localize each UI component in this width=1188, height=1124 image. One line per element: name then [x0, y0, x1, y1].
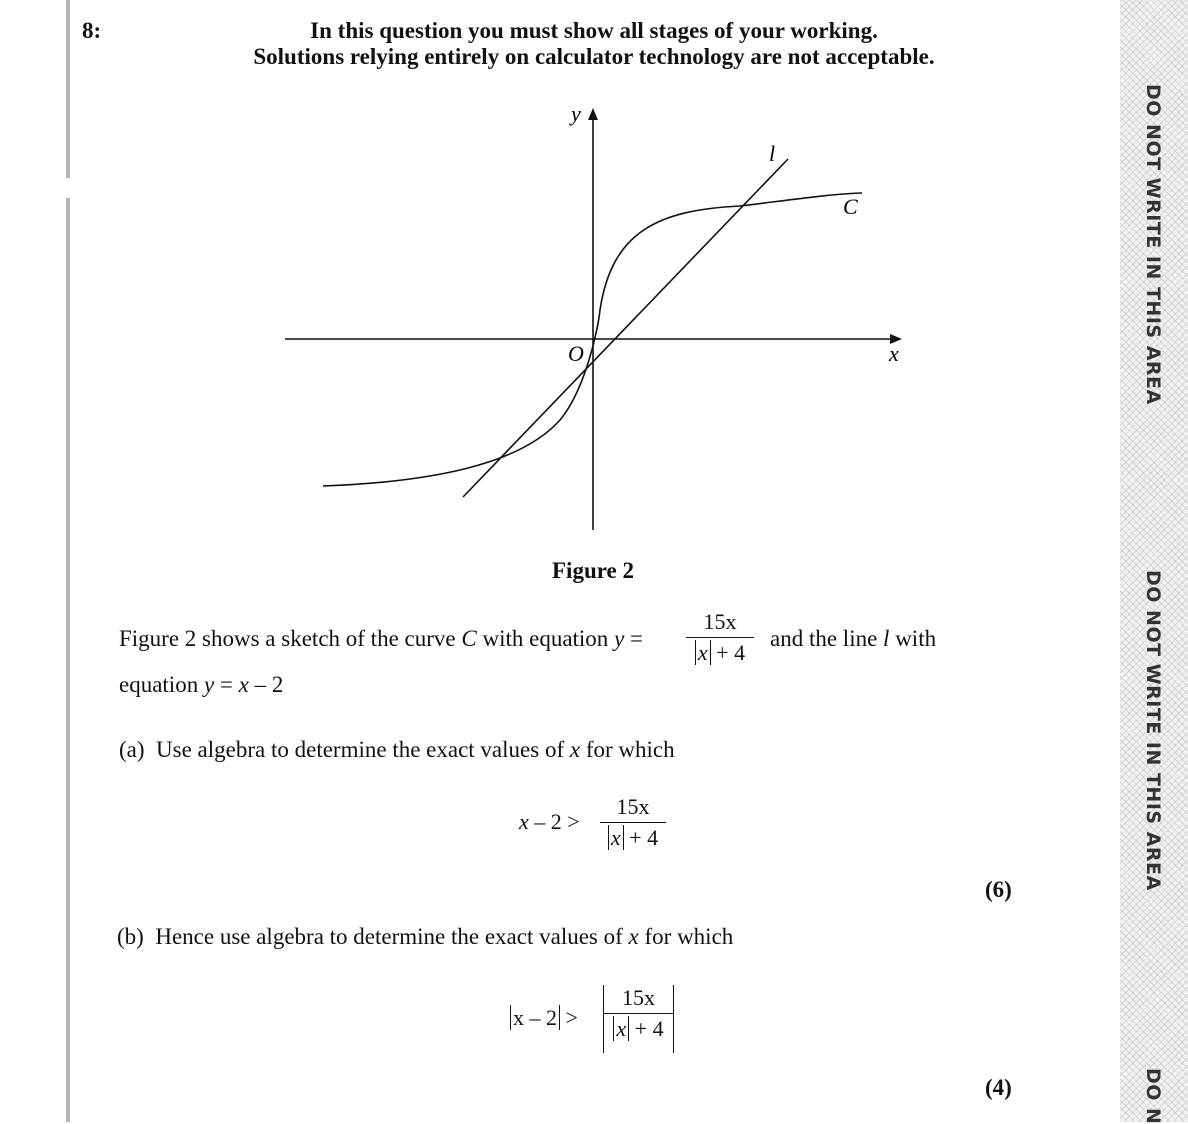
margin-notice-3: DO N	[1142, 1068, 1164, 1124]
part-a-var: x	[569, 737, 581, 762]
intro2-text: equation	[119, 672, 204, 697]
intro-text-4: with	[889, 626, 937, 651]
intro-text-3: and the line	[770, 626, 884, 651]
part-a-label: (a)	[119, 737, 145, 762]
part-a-fraction-denominator	[600, 823, 666, 851]
intro2-rest: – 2	[248, 672, 284, 697]
part-b-fraction	[604, 985, 673, 1042]
intro-line-1	[119, 626, 643, 652]
part-b-fraction-denominator	[604, 1014, 673, 1042]
intro2-x: x	[238, 672, 249, 697]
instruction-line-2: Solutions relying entirely on calculator technology are not acceptable.	[253, 44, 935, 69]
do-not-write-margin	[1120, 0, 1188, 1122]
intro-line-2	[119, 672, 283, 698]
y-axis-label: y	[571, 101, 581, 126]
intro-fraction	[686, 609, 754, 666]
part-b-var: x	[628, 924, 639, 949]
instruction-line-1: In this question you must show all stages of your working.	[310, 18, 878, 43]
origin-label: O	[568, 341, 584, 366]
line-label: l	[769, 141, 776, 166]
curve-label: C	[843, 194, 858, 219]
intro-fraction-denominator	[686, 638, 754, 666]
abs-x: x	[613, 1016, 629, 1041]
y-axis-arrow	[588, 108, 598, 120]
intro2-eq: =	[214, 672, 239, 697]
figure-2-sketch	[0, 0, 1110, 560]
part-b-abs-wrapper	[603, 985, 674, 1053]
part-b-label: (b)	[117, 924, 144, 949]
question-number: 8:	[82, 18, 102, 43]
intro-line-1-end	[770, 626, 936, 652]
part-a-lhs-x: x	[519, 809, 529, 834]
den-rest: + 4	[623, 825, 659, 850]
figure-caption: Figure 2	[552, 558, 634, 583]
part-a-text: Use algebra to determine the exact values of	[156, 737, 570, 762]
abs-x: x	[608, 825, 624, 850]
part-b-text: Hence use algebra to determine the exact values of	[155, 924, 629, 949]
part-a-text2: for which	[580, 737, 675, 762]
intro-text-1: Figure 2 shows a sketch of the curve	[119, 626, 462, 651]
part-a-lhs-rest: – 2 >	[528, 809, 580, 834]
intro-curve: C	[461, 626, 477, 651]
den-rest: + 4	[710, 640, 746, 665]
intro2-y: y	[203, 672, 215, 697]
part-b-lhs	[510, 1005, 578, 1031]
margin-notice-1: DO NOT WRITE IN THIS AREA	[1142, 84, 1164, 405]
part-a-prompt	[119, 737, 675, 763]
intro-eq: =	[624, 626, 644, 651]
part-b-marks: (4)	[985, 1075, 1012, 1100]
intro-text-2: with equation	[476, 626, 615, 651]
x-axis-label: x	[889, 341, 899, 366]
intro-fraction-numerator: 15x	[703, 609, 737, 634]
part-b-lhs-abs: x – 2	[510, 1005, 560, 1030]
part-a-marks: (6)	[985, 877, 1012, 902]
part-b-fraction-numerator: 15x	[622, 985, 655, 1010]
part-b-prompt	[117, 924, 733, 950]
part-a-fraction	[600, 794, 666, 851]
intro-y: y	[614, 626, 625, 651]
part-b-text2: for which	[638, 924, 734, 949]
line-l	[463, 159, 788, 497]
part-b-gt: >	[560, 1005, 578, 1030]
den-rest: + 4	[629, 1016, 664, 1041]
part-a-lhs	[519, 809, 580, 835]
abs-x: x	[695, 640, 711, 665]
margin-notice-2: DO NOT WRITE IN THIS AREA	[1142, 570, 1164, 891]
part-a-fraction-numerator: 15x	[616, 794, 650, 819]
intro-line: l	[883, 626, 890, 651]
